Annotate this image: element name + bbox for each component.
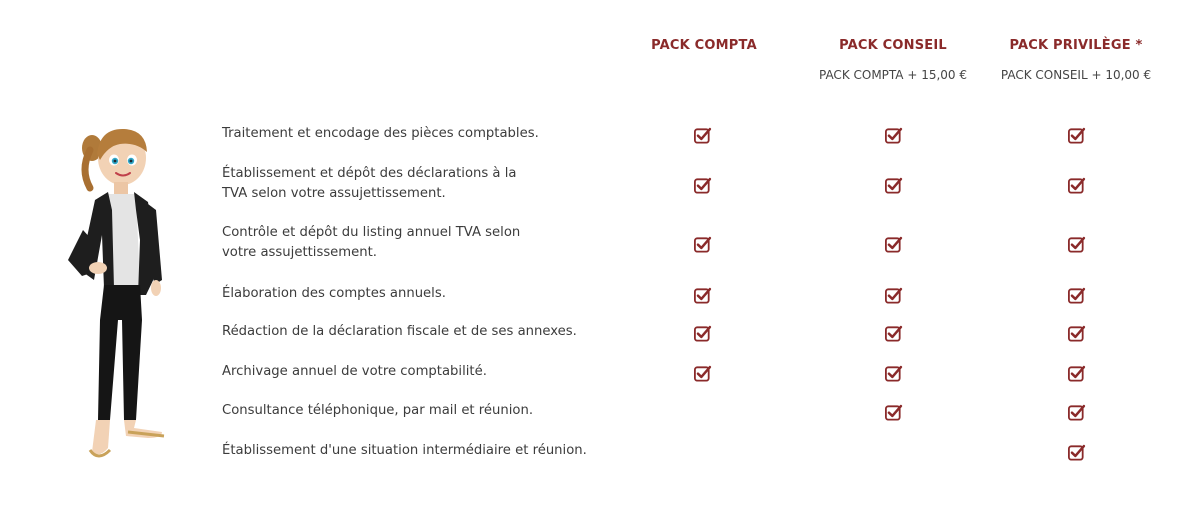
checkbox-checked-icon [1067, 126, 1086, 145]
woman-illustration [50, 120, 185, 465]
checkbox-checked-icon [693, 286, 712, 305]
checkbox-checked-icon [884, 176, 903, 195]
checkbox-checked-icon [693, 364, 712, 383]
checkbox-checked-icon [884, 403, 903, 422]
pack-title: PACK COMPTA [651, 38, 757, 53]
pack-title: PACK CONSEIL [839, 38, 947, 53]
pack-subtitle: PACK COMPTA + 15,00 € [818, 68, 968, 82]
checkbox-checked-icon [884, 235, 903, 254]
pack-subtitle: PACK CONSEIL + 10,00 € [1000, 68, 1152, 82]
feature-label: Contrôle et dépôt du listing annuel TVA selon votre assujettissement. [222, 225, 521, 260]
checkbox-checked-icon [693, 126, 712, 145]
checkbox-checked-icon [693, 176, 712, 195]
feature-label: Élaboration des comptes annuels. [222, 286, 446, 301]
checkbox-checked-icon [884, 364, 903, 383]
pack-privilege-header [976, 36, 1176, 83]
feature-label: Traitement et encodage des pièces comptables. [222, 126, 539, 141]
checkbox-checked-icon [884, 126, 903, 145]
feature-label: Rédaction de la déclaration fiscale et de ses annexes. [222, 324, 577, 339]
checkbox-checked-icon [884, 286, 903, 305]
checkbox-checked-icon [1067, 364, 1086, 383]
checkbox-checked-icon [1067, 403, 1086, 422]
checkbox-checked-icon [1067, 286, 1086, 305]
feature-label: Consultance téléphonique, par mail et réunion. [222, 403, 534, 418]
checkbox-checked-icon [1067, 324, 1086, 343]
checkbox-checked-icon [1067, 443, 1086, 462]
pack-compta-header [604, 36, 804, 56]
pack-title: PACK PRIVILÈGE * [1009, 38, 1143, 53]
checkbox-checked-icon [693, 324, 712, 343]
checkbox-checked-icon [1067, 176, 1086, 195]
checkbox-checked-icon [1067, 235, 1086, 254]
feature-label: Établissement d'une situation intermédiaire et réunion. [222, 443, 587, 458]
pack-conseil-header [793, 36, 993, 83]
feature-label: Établissement et dépôt des déclarations à la TVA selon votre assujettissement. [222, 166, 517, 201]
checkbox-checked-icon [884, 324, 903, 343]
feature-label: Archivage annuel de votre comptabilité. [222, 364, 487, 379]
checkbox-checked-icon [693, 235, 712, 254]
